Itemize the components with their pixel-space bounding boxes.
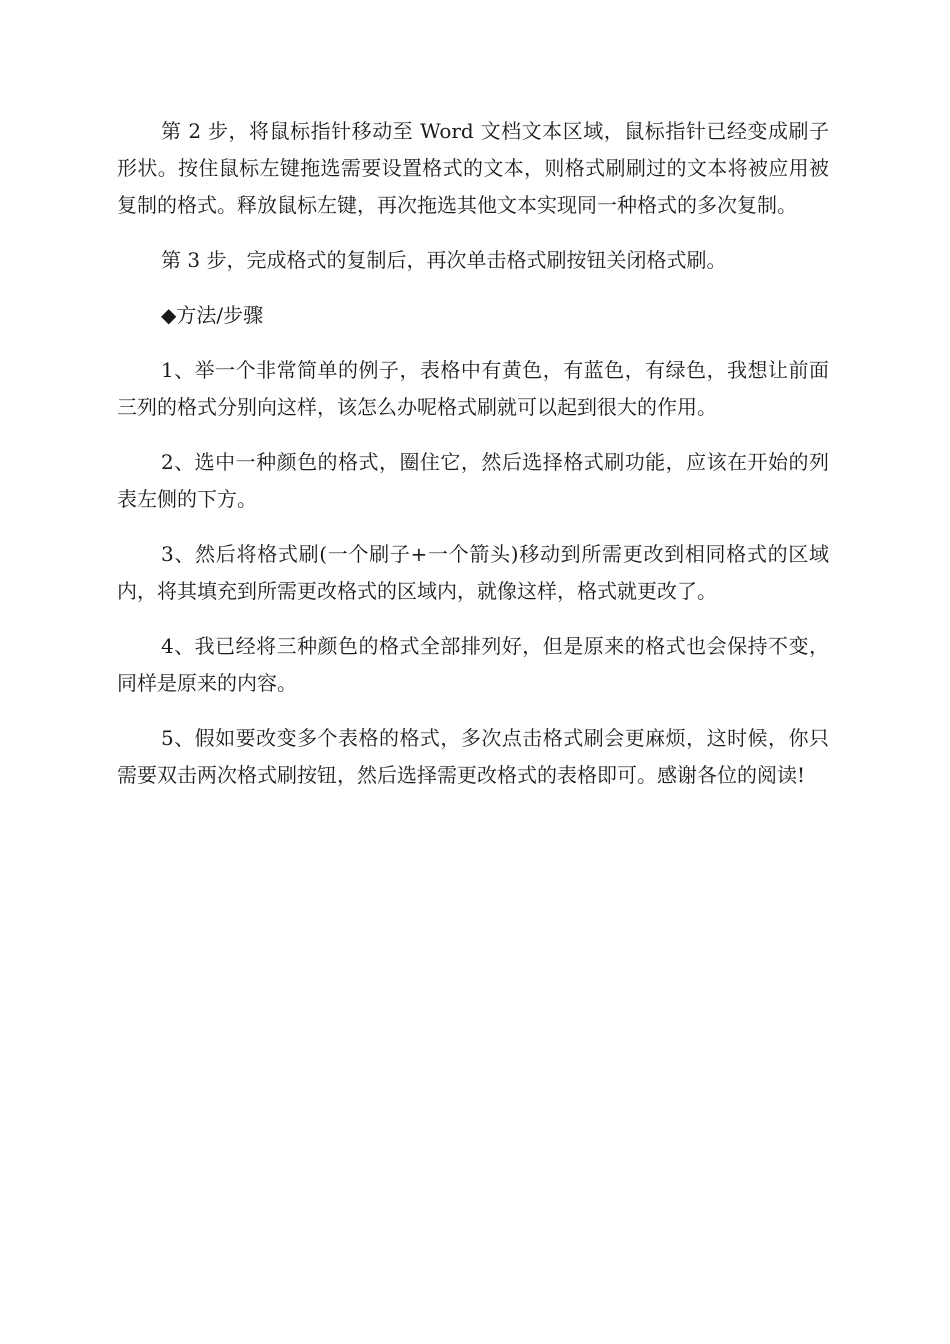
paragraph-item-4: 4、我已经将三种颜色的格式全部排列好，但是原来的格式也会保持不变，同样是原来的内容。 [117, 634, 829, 695]
document-body [117, 113, 829, 812]
paragraph-step-3: 第 3 步，完成格式的复制后，再次单击格式刷按钮关闭格式刷。 [161, 248, 727, 272]
paragraph-item-3: 3、然后将格式刷(一个刷子+一个箭头)移动到所需更改到相同格式的区域内，将其填充到所需更改格式的区域内，就像这样，格式就更改了。 [117, 542, 829, 603]
paragraph-item-2: 2、选中一种颜色的格式，圈住它，然后选择格式刷功能，应该在开始的列表左侧的下方。 [117, 450, 829, 511]
section-heading-method-steps: ◆方法/步骤 [161, 303, 264, 327]
paragraph-item-5: 5、假如要改变多个表格的格式，多次点击格式刷会更麻烦，这时候，你只需要双击两次格式刷按钮，然后选择需更改格式的表格即可。感谢各位的阅读! [117, 726, 829, 787]
paragraph-step-2: 第 2 步，将鼠标指针移动至 Word 文档文本区域，鼠标指针已经变成刷子形状。按住鼠标左键拖选需要设置格式的文本，则格式刷刷过的文本将被应用被复制的格式。释放鼠标左键，再次拖选其他文本实现同一种格式的多次复制。 [117, 119, 829, 217]
paragraph-item-1: 1、举一个非常简单的例子，表格中有黄色，有蓝色，有绿色，我想让前面三列的格式分别向这样，该怎么办呢格式刷就可以起到很大的作用。 [117, 358, 829, 419]
